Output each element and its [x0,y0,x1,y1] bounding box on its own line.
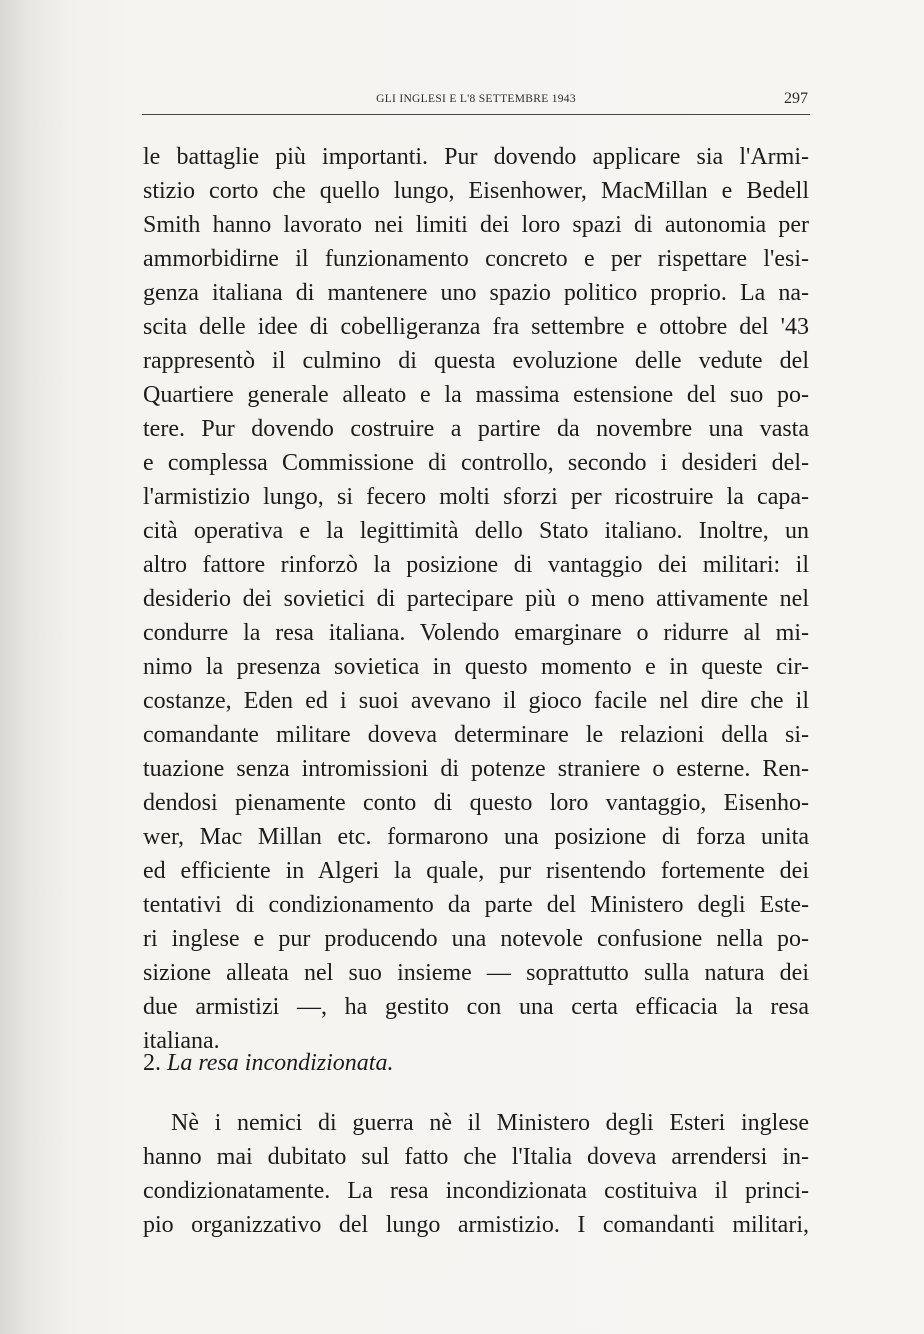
running-title: GLI INGLESI E L'8 SETTEMBRE 1943 [376,93,576,105]
text-line: ri inglese e pur producendo una notevole confusione nella po- [143,926,809,952]
text-line: Smith hanno lavorato nei limiti dei loro spazi di autonomia per [143,212,809,238]
text-line: Nè i nemici di guerra nè il Ministero degli Esteri inglese [171,1110,809,1136]
page-number: 297 [784,90,808,107]
text-line: genza italiana di mantenere uno spazio politico proprio. La na- [143,280,809,306]
text-line: l'armistizio lungo, si fecero molti sforzi per ricostruire la capa- [143,484,809,510]
running-header [142,90,810,110]
text-line: costanze, Eden ed i suoi avevano il gioco facile nel dire che il [143,688,809,714]
text-line: sizione alleata nel suo insieme — soprattutto sulla natura dei [143,960,809,986]
text-line: italiana. [143,1028,220,1054]
text-line: cità operativa e la legittimità dello Stato italiano. Inoltre, un [143,518,809,544]
text-line: dendosi pienamente conto di questo loro vantaggio, Eisenho- [143,790,809,816]
text-line: ammorbidirne il funzionamento concreto e per rispettare l'esi- [143,246,809,272]
text-line: tere. Pur dovendo costruire a partire da novembre una vasta [143,416,809,442]
text-line: desiderio dei sovietici di partecipare più o meno attivamente nel [143,586,809,612]
text-line: tentativi di condizionamento da parte del Ministero degli Este- [143,892,809,918]
text-line: condurre la resa italiana. Volendo emarginare o ridurre al mi- [143,620,809,646]
text-line: e complessa Commissione di controllo, secondo i desideri del- [143,450,809,476]
text-line: wer, Mac Millan etc. formarono una posizione di forza unita [143,824,809,850]
section-number: 2. [143,1050,161,1076]
text-line: stizio corto che quello lungo, Eisenhower, MacMillan e Bedell [143,178,809,204]
text-line: Quartiere generale alleato e la massima estensione del suo po- [143,382,809,408]
section-heading [143,1046,809,1080]
text-line: scita delle idee di cobelligeranza fra settembre e ottobre del '43 [143,314,809,340]
header-rule [142,114,810,115]
text-line: pio organizzativo del lungo armistizio. I comandanti militari, [143,1212,809,1238]
text-line: comandante militare doveva determinare le relazioni della si- [143,722,809,748]
text-line: condizionatamente. La resa incondizionata costituiva il princi- [143,1178,809,1204]
text-line: tuazione senza intromissioni di potenze straniere o esterne. Ren- [143,756,809,782]
text-line: le battaglie più importanti. Pur dovendo applicare sia l'Armi- [143,144,809,170]
text-line: altro fattore rinforzò la posizione di vantaggio dei militari: il [143,552,809,578]
section-title: La resa incondizionata. [167,1050,394,1076]
text-line: nimo la presenza sovietica in questo momento e in queste cir- [143,654,809,680]
text-line: ed efficiente in Algeri la quale, pur risentendo fortemente dei [143,858,809,884]
text-line: due armistizi —, ha gestito con una certa efficacia la resa [143,994,809,1020]
text-line: rappresentò il culmino di questa evoluzione delle vedute del [143,348,809,374]
text-line: hanno mai dubitato sul fatto che l'Italia doveva arrendersi in- [143,1144,809,1170]
